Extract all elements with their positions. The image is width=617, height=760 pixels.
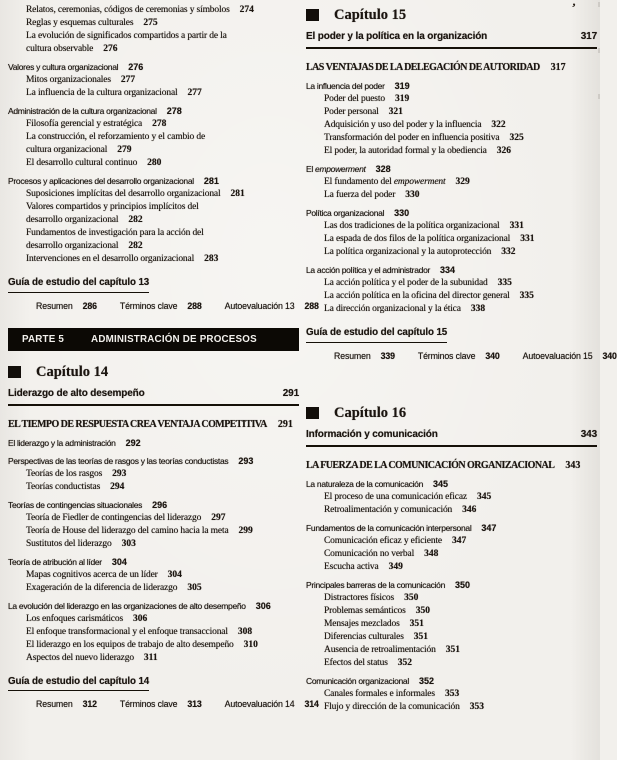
toc-entry-text: El empowerment: [306, 164, 366, 174]
study-guide-summary-row: [306, 350, 617, 362]
toc-entry: [8, 652, 299, 665]
toc-entry-page: 306: [133, 613, 148, 624]
study-guide-heading-text: Guía de estudio del capítulo 15: [306, 326, 447, 343]
study-guide-heading: [306, 326, 597, 343]
summary-item-label: Términos clave: [119, 699, 178, 709]
toc-entry-page: 335: [497, 278, 512, 288]
summary-item-page: 286: [82, 300, 97, 311]
toc-entry-text: Mensajes mezclados: [324, 618, 400, 629]
toc-entry-text: Teorías de los rasgos: [26, 468, 103, 479]
toc-entry-page: 328: [375, 164, 391, 174]
toc-entry-text: desarrollo organizacional: [26, 215, 119, 225]
toc-entry-text: Comunicación eficaz y eficiente: [324, 535, 442, 546]
toc-entry-page: 348: [424, 548, 439, 559]
summary-item: [225, 698, 319, 710]
study-guide-heading-text: Guía de estudio del capítulo 14: [8, 675, 149, 692]
toc-entry-page: 281: [230, 189, 245, 199]
chapter-title: [8, 387, 299, 406]
study-guide-heading-text: Guía de estudio del capítulo 13: [8, 276, 149, 293]
toc-entry-text: Valores y cultura organizacional: [8, 62, 119, 72]
toc-entry: [306, 631, 597, 644]
toc-entry-text: Fundamentos de la comunicación interpersonal: [306, 522, 472, 533]
toc-entry-text: La política organizacional y la autoprotección: [324, 247, 492, 257]
toc-entry: [8, 639, 299, 652]
summary-item-label: Términos clave: [417, 350, 476, 361]
toc-entry: [306, 303, 597, 316]
toc-entry-page: 278: [166, 106, 182, 116]
summary-item-page: 340: [602, 350, 617, 361]
scan-artifact-mark: ’: [569, 0, 577, 16]
toc-entry-page: 322: [491, 120, 506, 130]
toc-entry-page: 335: [519, 291, 534, 301]
summary-item-label: Resumen: [36, 300, 73, 311]
toc-entry-page: 277: [120, 75, 136, 85]
toc-entry-page: 275: [143, 18, 158, 28]
toc-entry: [306, 548, 597, 561]
chapter-heading: [306, 404, 597, 422]
toc-entry: [8, 30, 299, 43]
toc-entry-text: Distractores físicos: [324, 592, 395, 603]
toc-entry-page: 276: [128, 62, 144, 72]
toc-entry-page: 293: [238, 455, 254, 466]
toc-entry-text: La evolución de significados compartidos a partir de la: [26, 31, 227, 41]
toc-entry-page: 310: [243, 639, 258, 650]
toc-entry: [8, 175, 299, 188]
toc-entry-text: desarrollo organizacional: [26, 241, 119, 251]
toc-entry-text: El desarrollo cultural continuo: [26, 158, 138, 168]
toc-entry-page: 308: [237, 626, 253, 637]
toc-entry-page: 294: [110, 481, 125, 492]
toc-entry-text: Escucha activa: [324, 561, 379, 572]
toc-entry: [8, 74, 299, 87]
toc-entry-text: La construcción, el reforzamiento y el cambio de: [26, 132, 206, 142]
toc-entry: [306, 491, 597, 504]
toc-entry: [306, 579, 597, 592]
summary-item-page: 340: [485, 350, 500, 361]
toc-entry-page: 350: [455, 579, 471, 590]
toc-entry: [306, 277, 597, 290]
section-heading-page: 291: [277, 418, 293, 430]
toc-entry-page: 347: [481, 522, 497, 533]
summary-item-page: 288: [304, 300, 319, 311]
toc-entry: [306, 592, 597, 605]
summary-item-label: Resumen: [36, 699, 73, 709]
toc-entry-text: La evolución del liderazgo en las organizaciones de alto desempeño: [8, 600, 246, 611]
toc-entry-page: 353: [444, 688, 460, 699]
toc-entry-text: Retroalimentación y comunicación: [324, 504, 453, 515]
toc-entry: [8, 131, 299, 144]
toc-entry: [306, 132, 597, 145]
toc-entry-text: Aspectos del nuevo liderazgo: [26, 652, 134, 663]
toc-entry-text: Poder personal: [324, 107, 379, 117]
summary-item-label: Términos clave: [119, 300, 178, 311]
toc-entry-page: 311: [143, 652, 158, 663]
toc-entry-text: Comunicación no verbal: [324, 548, 415, 559]
toc-entry-text: Principales barreras de la comunicación: [306, 579, 446, 590]
summary-item-page: 313: [187, 699, 202, 709]
toc-entry: [8, 105, 299, 118]
toc-entry: [8, 512, 299, 525]
chapter-heading-label: Capítulo 16: [334, 404, 407, 421]
chapter-bullet-icon: [306, 407, 319, 419]
summary-item: [36, 300, 97, 312]
summary-item-page: 288: [187, 300, 202, 311]
toc-entry: [306, 119, 597, 132]
toc-entry-text: Exageración de la diferencia de liderazgo: [26, 582, 178, 593]
toc-entry: [8, 253, 299, 266]
toc-entry-text: Diferencias culturales: [324, 631, 404, 642]
toc-entry-page: 283: [204, 254, 219, 264]
summary-item: [225, 300, 319, 312]
toc-entry: [8, 556, 299, 569]
toc-entry: [8, 569, 299, 582]
section-heading: [306, 60, 597, 75]
toc-entry: [8, 525, 299, 538]
summary-item-page: 314: [304, 699, 319, 709]
toc-entry-text: cultura observable: [26, 44, 94, 54]
toc-entry-text: Poder del puesto: [324, 94, 385, 104]
toc-entry: [8, 4, 299, 17]
toc-entry-text: La acción política en la oficina del director general: [324, 291, 510, 301]
toc-entry-page: 347: [452, 535, 467, 546]
toc-entry-page: 349: [388, 561, 403, 572]
toc-entry: [306, 504, 597, 517]
toc-entry-text: El proceso de una comunicación eficaz: [324, 491, 467, 502]
toc-entry-page: 296: [152, 499, 168, 510]
toc-entry: [8, 600, 299, 613]
toc-entry-page: 345: [433, 478, 449, 489]
toc-entry: [8, 188, 299, 201]
toc-entry-page: 332: [501, 247, 516, 257]
part-banner: [8, 328, 299, 351]
summary-item-label: Resumen: [334, 350, 371, 361]
toc-entry-page: 297: [211, 512, 226, 523]
toc-entry: [306, 220, 597, 233]
toc-entry-page: 282: [128, 241, 143, 251]
chapter-heading: [306, 6, 597, 24]
toc-entry: [8, 61, 299, 74]
toc-entry-page: 321: [388, 107, 403, 117]
toc-entry-page: 305: [187, 582, 202, 593]
toc-entry-text: Canales formales e informales: [324, 688, 435, 699]
toc-entry: [306, 106, 597, 119]
toc-entry-text: Teoría de House del liderazgo del camino hacia la meta: [26, 525, 229, 536]
toc-entry: [306, 644, 597, 657]
toc-entry: [8, 201, 299, 214]
toc-entry: [306, 93, 597, 106]
chapter-title-page: 291: [282, 387, 299, 399]
toc-entry-page: 338: [470, 304, 486, 314]
chapter-heading: [8, 363, 299, 381]
column-gap: [306, 362, 597, 392]
toc-entry-page: 329: [455, 177, 470, 187]
chapter-heading-label: Capítulo 15: [334, 7, 407, 23]
study-guide-summary-row: [8, 698, 319, 710]
toc-entry-text: cultura organizacional: [26, 145, 108, 155]
toc-entry-page: 276: [103, 44, 118, 54]
toc-entry: [8, 43, 299, 56]
chapter-title: [306, 428, 597, 447]
summary-item: [36, 698, 97, 710]
toc-entry: [306, 478, 597, 491]
toc-entry: [8, 626, 299, 639]
toc-entry-page: 282: [128, 215, 143, 225]
toc-entry-page: 352: [397, 657, 413, 668]
toc-entry-page: 330: [394, 208, 410, 218]
toc-entry: [306, 561, 597, 574]
toc-entry: [8, 613, 299, 626]
toc-entry-page: 306: [255, 600, 271, 611]
toc-column-left: [8, 4, 319, 710]
toc-entry: [306, 618, 597, 631]
chapter-title-page: 317: [580, 31, 597, 42]
toc-entry-text: Teoría de atribución al líder: [8, 556, 102, 567]
toc-entry-text: Política organizacional: [306, 208, 385, 218]
toc-entry-page: 304: [167, 569, 182, 580]
toc-entry: [8, 582, 299, 595]
scan-edge-noise: [598, 2, 600, 122]
study-guide-heading: [8, 276, 299, 293]
toc-entry: [8, 227, 299, 240]
toc-entry-page: 299: [238, 525, 253, 536]
toc-entry-text: Reglas y esquemas culturales: [26, 18, 134, 28]
toc-entry-text: Adquisición y uso del poder y la influencia: [324, 120, 482, 130]
toc-entry: [8, 240, 299, 253]
toc-entry: [306, 675, 597, 688]
toc-entry: [8, 144, 299, 157]
summary-item: [120, 698, 202, 710]
toc-entry-page: 319: [394, 81, 410, 91]
toc-entry: [8, 499, 299, 512]
toc-entry: [306, 80, 597, 93]
toc-entry-text: Fundamentos de investigación para la acción del: [26, 228, 204, 238]
toc-entry-text: Mapas cognitivos acerca de un líder: [26, 569, 158, 580]
section-heading: [8, 417, 299, 432]
toc-entry: [8, 481, 299, 494]
chapter-title: [306, 30, 597, 49]
toc-entry: [306, 290, 597, 303]
toc-entry-page: 280: [147, 158, 162, 168]
toc-entry-page: 331: [520, 234, 535, 244]
study-guide-summary-row: [8, 300, 319, 312]
toc-entry: [8, 455, 299, 468]
toc-entry-page: 334: [440, 265, 456, 275]
study-guide-heading: [8, 675, 299, 692]
toc-entry-text: Intervenciones en el desarrollo organizacional: [26, 254, 195, 264]
toc-entry: [8, 468, 299, 481]
toc-entry: [306, 688, 597, 701]
toc-entry-page: 352: [418, 675, 434, 686]
toc-entry-page: 346: [462, 504, 477, 515]
toc-entry-text: La naturaleza de la comunicación: [306, 478, 424, 489]
toc-entry: [8, 214, 299, 227]
toc-entry-text: Filosofía gerencial y estratégica: [26, 119, 143, 129]
toc-entry-text: La dirección organizacional y la ética: [324, 304, 461, 314]
toc-entry-text: Los enfoques carismáticos: [26, 613, 124, 624]
toc-entry: [8, 118, 299, 131]
toc-entry: [306, 535, 597, 548]
toc-entry-page: 278: [152, 119, 167, 129]
toc-entry-page: 350: [415, 605, 430, 616]
toc-entry-page: 281: [203, 176, 219, 186]
toc-entry-text: La acción política y el administrador: [306, 265, 431, 275]
section-heading: [306, 458, 597, 473]
chapter-bullet-icon: [8, 366, 21, 378]
toc-entry-text: Suposiciones implícitas del desarrollo organizacional: [26, 189, 221, 199]
summary-item: [523, 350, 617, 362]
chapter-title-page: 343: [580, 428, 597, 440]
toc-entry-page: 351: [409, 618, 424, 629]
toc-entry-text: La acción política y el poder de la subunidad: [324, 278, 488, 288]
toc-entry: [8, 437, 299, 450]
toc-entry-page: 277: [187, 88, 202, 98]
toc-entry-page: 292: [125, 437, 141, 448]
toc-entry-page: 303: [121, 538, 136, 549]
toc-entry: [8, 17, 299, 30]
toc-entry: [306, 189, 597, 202]
toc-entry: [8, 87, 299, 100]
toc-column-right: [306, 2, 617, 714]
toc-entry-text: Mitos organizacionales: [26, 75, 111, 85]
toc-entry-page: 330: [405, 190, 420, 200]
toc-entry-text: El liderazgo en los equipos de trabajo de alto desempeño: [26, 639, 234, 650]
toc-entry-text: Administración de la cultura organizacional: [8, 106, 157, 116]
toc-entry-text: La espada de dos filos de la política organizacional: [324, 234, 511, 244]
toc-entry-text: El enfoque transformacional y el enfoque transaccional: [26, 626, 228, 637]
toc-entry-text: Flujo y dirección de la comunicación: [324, 701, 460, 712]
toc-entry-text: La influencia del poder: [306, 81, 385, 91]
toc-entry: [306, 176, 597, 189]
toc-entry-page: 304: [111, 556, 127, 567]
section-heading-page: 343: [565, 459, 581, 471]
summary-item-label: Autoevaluación 14: [224, 699, 295, 709]
toc-entry-text: Perspectivas de las teorías de rasgos y las teorías conductistas: [8, 455, 229, 466]
toc-entry-page: 350: [404, 592, 419, 603]
toc-entry: [306, 605, 597, 618]
toc-entry: [306, 657, 597, 670]
toc-entry-text: Valores compartidos y principios implícitos del: [26, 202, 199, 212]
toc-entry-text: El poder, la autoridad formal y la obediencia: [324, 146, 487, 156]
toc-entry: [8, 538, 299, 551]
toc-entry-text: Transformación del poder en influencia positiva: [324, 133, 500, 143]
toc-entry-page: 351: [413, 631, 429, 642]
toc-entry-text: El liderazgo y la administración: [8, 437, 116, 448]
toc-entry-page: 331: [509, 221, 524, 231]
summary-item-page: 312: [82, 699, 97, 709]
toc-entry-text: Teoría de Fiedler de contingencias del liderazgo: [26, 512, 202, 523]
chapter-heading-label: Capítulo 14: [36, 363, 109, 380]
summary-item-label: Autoevaluación 15: [522, 350, 593, 361]
toc-entry-page: 279: [117, 145, 132, 155]
toc-entry-text: Procesos y aplicaciones del desarrollo organizacional: [8, 176, 194, 186]
toc-entry-text: Las dos tradiciones de la política organizacional: [324, 221, 500, 231]
chapter-title-text: Liderazgo de alto desempeño: [8, 387, 145, 399]
chapter-bullet-icon: [306, 9, 319, 21]
summary-item: [120, 300, 202, 312]
toc-entry: [306, 233, 597, 246]
section-heading-text: EL TIEMPO DE RESPUESTA CREA VENTAJA COMPETITIVA: [8, 418, 267, 430]
toc-entry-text: La influencia de la cultura organizacional: [26, 88, 178, 98]
toc-entry: [8, 157, 299, 170]
toc-entry-text: Sustitutos del liderazgo: [26, 538, 112, 549]
toc-entry-text: Efectos del status: [324, 657, 388, 668]
chapter-title-text: El poder y la política en la organización: [306, 31, 488, 42]
toc-entry-page: 274: [239, 5, 254, 15]
toc-entry-text: Comunicación organizacional: [306, 675, 409, 686]
part-banner-title: ADMINISTRACIÓN DE PROCESOS: [91, 333, 257, 345]
toc-entry-text: El fundamento del empowerment: [324, 177, 446, 187]
toc-entry: [306, 246, 597, 259]
toc-entry: [306, 701, 597, 714]
toc-entry: [306, 522, 597, 535]
toc-entry: [306, 264, 597, 277]
summary-item: [334, 350, 395, 362]
toc-entry-page: 326: [496, 146, 511, 156]
toc-entry: [306, 207, 597, 220]
toc-entry-page: 293: [112, 468, 127, 479]
chapter-title-text: Información y comunicación: [306, 428, 438, 440]
toc-entry-text: La fuerza del poder: [324, 190, 396, 200]
toc-entry-text: Ausencia de retroalimentación: [324, 644, 436, 655]
toc-entry: [306, 145, 597, 158]
toc-entry-text: Problemas semánticos: [324, 605, 406, 616]
section-heading-text: LAS VENTAJAS DE LA DELEGACIÓN DE AUTORIDAD: [306, 62, 540, 73]
toc-entry: [306, 163, 597, 176]
toc-entry-text: Teorías de contingencias situacionales: [8, 499, 143, 510]
toc-entry-page: 319: [394, 94, 410, 104]
toc-entry-page: 351: [445, 644, 460, 655]
section-heading-text: LA FUERZA DE LA COMUNICACIÓN ORGANIZACIONAL: [306, 459, 555, 471]
toc-entry-text: Relatos, ceremonias, códigos de ceremonias y símbolos: [26, 5, 230, 15]
toc-entry-text: Teorías conductistas: [26, 481, 101, 492]
part-banner-label: PARTE 5: [22, 333, 65, 345]
summary-item-page: 339: [380, 350, 395, 361]
summary-item-label: Autoevaluación 13: [224, 300, 295, 311]
section-heading-page: 317: [550, 62, 566, 73]
toc-entry-page: 345: [476, 491, 492, 502]
toc-entry-page: 353: [469, 701, 484, 712]
summary-item: [418, 350, 500, 362]
toc-entry-page: 325: [509, 133, 524, 143]
